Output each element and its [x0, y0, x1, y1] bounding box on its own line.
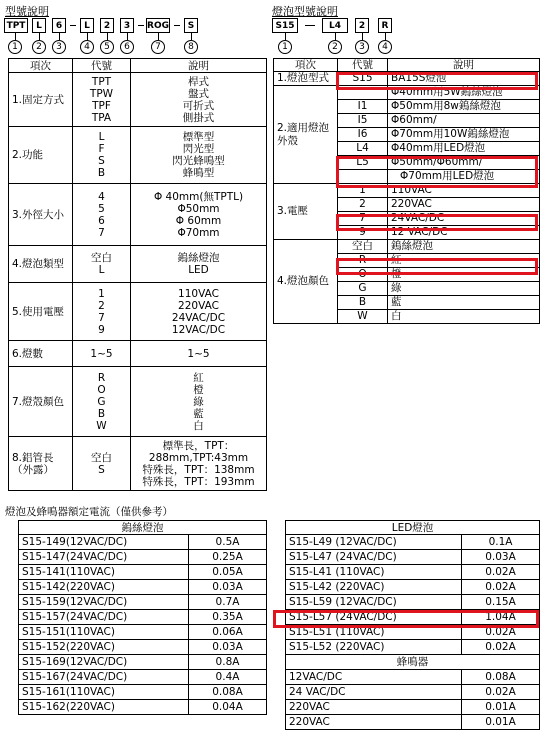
bulb-model-description-title: 燈泡型號說明	[272, 5, 338, 18]
table-row	[19, 610, 267, 625]
code-cell: 空白 L	[73, 246, 131, 283]
model-cell: S15-L41 (110VAC)	[286, 565, 462, 580]
code-box: 3	[120, 18, 134, 33]
current-cell: 0.02A	[462, 685, 540, 700]
current-cell: 0.7A	[189, 595, 267, 610]
table-row	[9, 73, 267, 127]
table-row	[9, 437, 267, 491]
position-marker: 4	[378, 40, 392, 54]
current-cell: 0.02A	[462, 625, 540, 640]
code-cell: 空白	[338, 240, 388, 254]
model-cell: S15-142(220VAC)	[19, 580, 189, 595]
model-cell: S15-L51 (110VAC)	[286, 625, 462, 640]
current-cell: 0.08A	[462, 670, 540, 685]
code-cell: 2	[338, 198, 388, 212]
position-marker: 1	[278, 40, 292, 54]
position-marker: 4	[80, 40, 94, 54]
code-cell: B	[338, 296, 388, 310]
table-row	[9, 184, 267, 246]
code-cell: 1~5	[73, 341, 131, 367]
column-header: 代號	[338, 59, 388, 72]
model-cell: S15-157(24VAC/DC)	[19, 610, 189, 625]
current-cell: 0.25A	[189, 550, 267, 565]
table-row	[19, 625, 267, 640]
code-box: L	[32, 18, 46, 33]
model-cell: 24 VAC/DC	[286, 685, 462, 700]
code-cell: 1	[338, 184, 388, 198]
model-cell: S15-L47 (24VAC/DC)	[286, 550, 462, 565]
code-cell: R O G B W	[73, 367, 131, 437]
item-cell: 4.燈泡顏色	[274, 240, 338, 324]
code-cell	[338, 86, 388, 100]
item-cell: 5.使用電壓	[9, 283, 73, 341]
model-spec-table	[8, 58, 267, 491]
table-row	[9, 246, 267, 283]
model-cell: S15-162(220VAC)	[19, 700, 189, 715]
model-description-title: 型號說明	[5, 5, 49, 18]
item-cell: 7.燈殼顏色	[9, 367, 73, 437]
current-cell: 0.01A	[462, 700, 540, 715]
model-cell: S15-L52 (220VAC)	[286, 640, 462, 655]
current-cell: 0.02A	[462, 565, 540, 580]
code-cell: G	[338, 282, 388, 296]
model-cell: S15-147(24VAC/DC)	[19, 550, 189, 565]
desc-cell: Φ70mm用10W鎢絲燈泡	[388, 128, 540, 142]
table-row	[286, 595, 540, 610]
code-cell: 7	[338, 212, 388, 226]
model-cell: S15-L57 (24VAC/DC)	[286, 610, 462, 625]
model-cell: 12VAC/DC	[286, 670, 462, 685]
column-header: 說明	[388, 59, 540, 72]
table-row	[9, 127, 267, 184]
dash	[305, 25, 315, 26]
dash	[138, 25, 144, 26]
desc-cell: Φ50mm/Φ60mm/	[388, 156, 540, 170]
current-cell: 0.03A	[189, 580, 267, 595]
table-row	[286, 550, 540, 565]
current-cell: 0.5A	[189, 535, 267, 550]
model-cell: S15-152(220VAC)	[19, 640, 189, 655]
desc-cell: BA15S燈泡	[388, 72, 540, 86]
item-cell: 2.適用燈泡外殼	[274, 86, 338, 184]
position-marker: 3	[52, 40, 66, 54]
position-marker: 5	[100, 40, 114, 54]
tungsten-header: 鎢絲燈泡	[19, 521, 267, 535]
desc-cell: 鎢絲燈泡	[388, 240, 540, 254]
current-cell: 1.04A	[462, 610, 540, 625]
code-box: L4	[322, 18, 348, 33]
table-row	[286, 670, 540, 685]
table-row	[286, 565, 540, 580]
code-cell: S15	[338, 72, 388, 86]
current-cell: 0.4A	[189, 670, 267, 685]
code-box: R	[378, 18, 392, 33]
desc-cell: 白	[388, 310, 540, 324]
code-cell: L5	[338, 156, 388, 170]
table-row	[19, 580, 267, 595]
model-cell: S15-141(110VAC)	[19, 565, 189, 580]
table-row	[19, 670, 267, 685]
table-row	[19, 640, 267, 655]
table-row	[286, 535, 540, 550]
table-row	[286, 580, 540, 595]
desc-cell: Φ50mm用8w鎢絲燈泡	[388, 100, 540, 114]
model-cell: S15-169(12VAC/DC)	[19, 655, 189, 670]
desc-cell: 綠	[388, 282, 540, 296]
model-cell: S15-161(110VAC)	[19, 685, 189, 700]
code-cell: I5	[338, 114, 388, 128]
code-cell: 空白 S	[73, 437, 131, 491]
desc-cell: 標準型 閃光型 閃光蜂鳴型 蜂鳴型	[131, 127, 267, 184]
table-row	[19, 700, 267, 715]
code-cell: O	[338, 268, 388, 282]
code-box: S15	[272, 18, 298, 33]
model-cell: 220VAC	[286, 715, 462, 730]
table-row	[286, 610, 540, 625]
item-cell: 3.電壓	[274, 184, 338, 240]
desc-cell: 24VAC/DC	[388, 212, 540, 226]
code-cell	[338, 170, 388, 184]
model-cell: S15-167(24VAC/DC)	[19, 670, 189, 685]
table-row	[286, 625, 540, 640]
code-box: 2	[100, 18, 114, 33]
desc-cell: 220VAC	[388, 198, 540, 212]
table-row	[19, 535, 267, 550]
position-marker: 2	[32, 40, 46, 54]
current-cell: 0.05A	[189, 565, 267, 580]
column-header: 項次	[274, 59, 338, 72]
column-header: 說明	[131, 59, 267, 73]
desc-cell: Φ 40mm(無TPTL) Φ50mm Φ 60mm Φ70mm	[131, 184, 267, 246]
code-box: S	[184, 18, 198, 33]
table-row	[9, 283, 267, 341]
current-cell: 0.08A	[189, 685, 267, 700]
current-cell: 0.8A	[189, 655, 267, 670]
dash	[70, 25, 76, 26]
current-cell: 0.03A	[189, 640, 267, 655]
desc-cell: Φ70mm用LED燈泡	[388, 170, 540, 184]
current-cell: 0.1A	[462, 535, 540, 550]
led-current-table	[285, 520, 540, 730]
table-row	[286, 715, 540, 730]
desc-cell: 紅 橙 綠 藍 白	[131, 367, 267, 437]
table-row	[9, 341, 267, 367]
current-cell: 0.03A	[462, 550, 540, 565]
buzzer-header: 蜂鳴器	[286, 655, 540, 670]
position-marker: 2	[328, 40, 342, 54]
code-cell: L4	[338, 142, 388, 156]
current-cell: 0.04A	[189, 700, 267, 715]
desc-cell: Φ40mm用5W鎢絲燈泡	[388, 86, 540, 100]
item-cell: 1.燈泡型式	[274, 72, 338, 86]
code-box: ROG	[146, 18, 170, 33]
model-cell: S15-L42 (220VAC)	[286, 580, 462, 595]
tungsten-current-table	[18, 520, 267, 715]
item-cell: 2.功能	[9, 127, 73, 184]
code-box: 6	[52, 18, 66, 33]
position-marker: 3	[355, 40, 369, 54]
bulb-spec-table	[273, 58, 540, 324]
table-row	[19, 595, 267, 610]
desc-cell: Φ60mm/	[388, 114, 540, 128]
item-cell: 1.固定方式	[9, 73, 73, 127]
desc-cell: 110VAC	[388, 184, 540, 198]
code-cell: TPT TPW TPF TPA	[73, 73, 131, 127]
position-marker: 8	[184, 40, 198, 54]
code-cell: 4 5 6 7	[73, 184, 131, 246]
code-box: L	[80, 18, 94, 33]
led-header: LED燈泡	[286, 521, 540, 535]
table-row	[9, 367, 267, 437]
desc-cell: 110VAC 220VAC 24VAC/DC 12VAC/DC	[131, 283, 267, 341]
table-row	[286, 640, 540, 655]
desc-cell: 標準長，TPT：288mm,TPT:43mm 特殊長，TPT：138mm 特殊長，TPT：193mm	[131, 437, 267, 491]
position-marker: 6	[120, 40, 134, 54]
item-cell: 6.燈數	[9, 341, 73, 367]
code-box: 2	[355, 18, 369, 33]
rated-current-title: 燈泡及蜂鳴器額定電流（僅供參考）	[5, 506, 173, 518]
table-row	[19, 550, 267, 565]
table-row	[19, 685, 267, 700]
model-cell: S15-149(12VAC/DC)	[19, 535, 189, 550]
model-cell: S15-L59 (12VAC/DC)	[286, 595, 462, 610]
model-cell: S15-159(12VAC/DC)	[19, 595, 189, 610]
desc-cell: 鎢絲燈泡 LED	[131, 246, 267, 283]
item-cell: 3.外徑大小	[9, 184, 73, 246]
position-marker: 7	[151, 40, 165, 54]
desc-cell: 藍	[388, 296, 540, 310]
position-marker: 1	[8, 40, 22, 54]
table-row	[286, 700, 540, 715]
code-cell: L F S B	[73, 127, 131, 184]
code-box: TPT	[4, 18, 28, 33]
table-row	[19, 565, 267, 580]
desc-cell: 紅	[388, 254, 540, 268]
table-row	[19, 655, 267, 670]
desc-cell: 1~5	[131, 341, 267, 367]
desc-cell: 桿式 盤式 可折式 側掛式	[131, 73, 267, 127]
desc-cell: Φ40mm用LED燈泡	[388, 142, 540, 156]
current-cell: 0.15A	[462, 595, 540, 610]
desc-cell: 12 VAC/DC	[388, 226, 540, 240]
code-cell: W	[338, 310, 388, 324]
model-cell: S15-L49 (12VAC/DC)	[286, 535, 462, 550]
current-cell: 0.01A	[462, 715, 540, 730]
item-cell: 4.燈泡類型	[9, 246, 73, 283]
current-cell: 0.35A	[189, 610, 267, 625]
table-row	[286, 685, 540, 700]
column-header: 項次	[9, 59, 73, 73]
code-cell: R	[338, 254, 388, 268]
current-cell: 0.02A	[462, 580, 540, 595]
code-cell: 9	[338, 226, 388, 240]
model-cell: 220VAC	[286, 700, 462, 715]
current-cell: 0.06A	[189, 625, 267, 640]
desc-cell: 橙	[388, 268, 540, 282]
current-cell: 0.02A	[462, 640, 540, 655]
dash	[174, 25, 180, 26]
column-header: 代號	[73, 59, 131, 73]
code-cell: 1 2 7 9	[73, 283, 131, 341]
code-cell: I1	[338, 100, 388, 114]
code-cell: I6	[338, 128, 388, 142]
item-cell: 8.鋁管長（外露）	[9, 437, 73, 491]
model-cell: S15-151(110VAC)	[19, 625, 189, 640]
